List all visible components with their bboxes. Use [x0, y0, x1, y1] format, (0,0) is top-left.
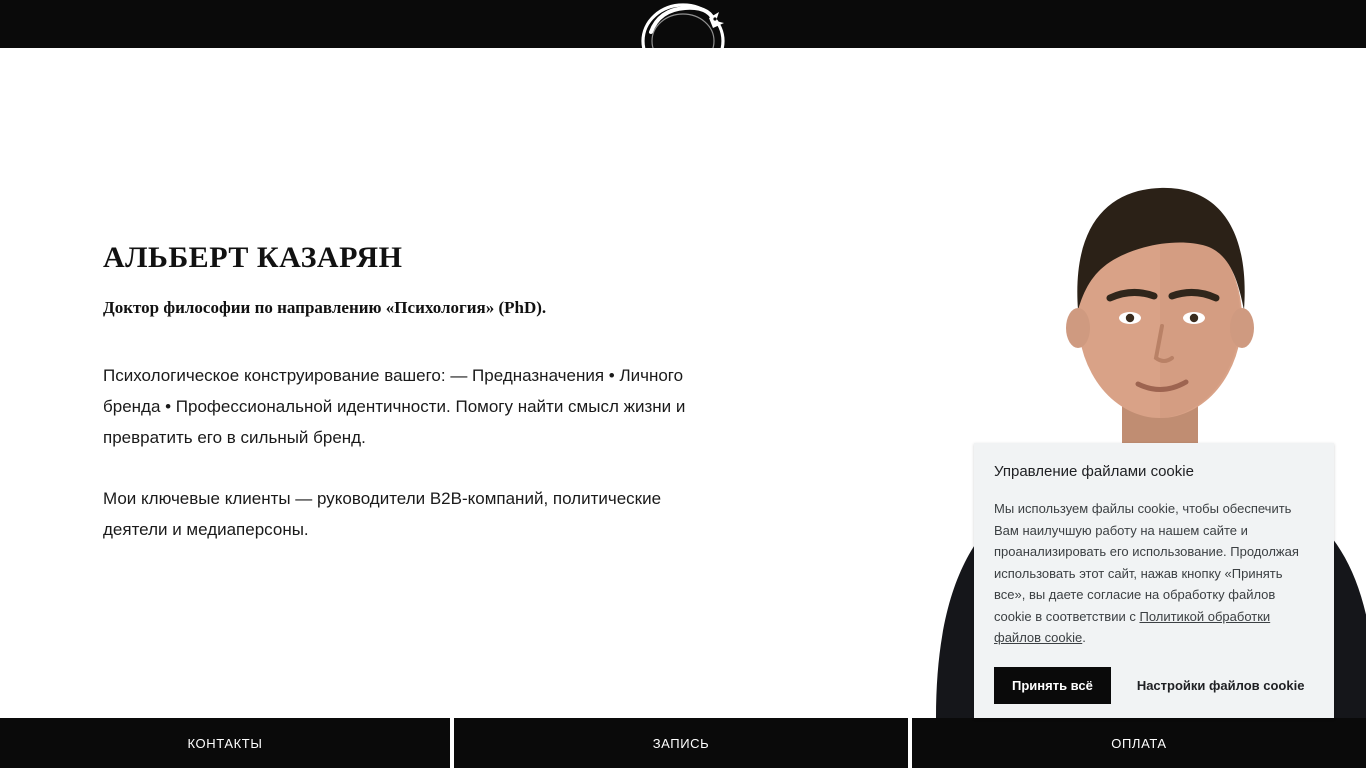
cookie-banner-title: Управление файлами cookie [994, 463, 1194, 480]
cookie-body-text-end: . [1082, 630, 1086, 645]
cookie-banner-actions [994, 667, 1304, 704]
cookie-banner-body [994, 498, 1312, 649]
cookie-policy-link[interactable]: Политикой обработки файлов cookie [994, 608, 1271, 645]
page-title: АЛЬБЕРТ КАЗАРЯН [103, 241, 403, 274]
hero-paragraph-1: Психологическое конструирование вашего: — Предназначения • Личного бренда • Профессиональной идентичности. Помогу найти смысл жизни и превратить его в сильный бренд. [103, 366, 686, 447]
accept-all-cookies-button[interactable]: Принять всё [994, 667, 1111, 704]
nav-button-contacts[interactable]: КОНТАКТЫ [0, 718, 450, 768]
hero-content [103, 240, 723, 545]
cookie-body-text: Мы используем файлы cookie, чтобы обеспечить Вам наилучшую работу на нашем сайте и проанализировать его использование. Продолжая использовать этот сайт, нажав кнопку «Принять все», вы даете согласие на обработку файлов cookie в соответствии с [994, 501, 1299, 624]
bottom-nav [0, 718, 1366, 768]
hero-paragraph-2: Мои ключевые клиенты — руководители B2B-компаний, политические деятели и медиаперсоны. [103, 489, 662, 539]
nav-button-booking[interactable]: ЗАПИСЬ [454, 718, 908, 768]
nav-button-payment[interactable]: ОПЛАТА [912, 718, 1366, 768]
cookie-settings-button[interactable]: Настройки файлов cookie [1136, 678, 1305, 693]
cookie-banner [974, 443, 1334, 718]
hero-subtitle: Доктор философии по направлению «Психология» (PhD). [103, 298, 547, 317]
